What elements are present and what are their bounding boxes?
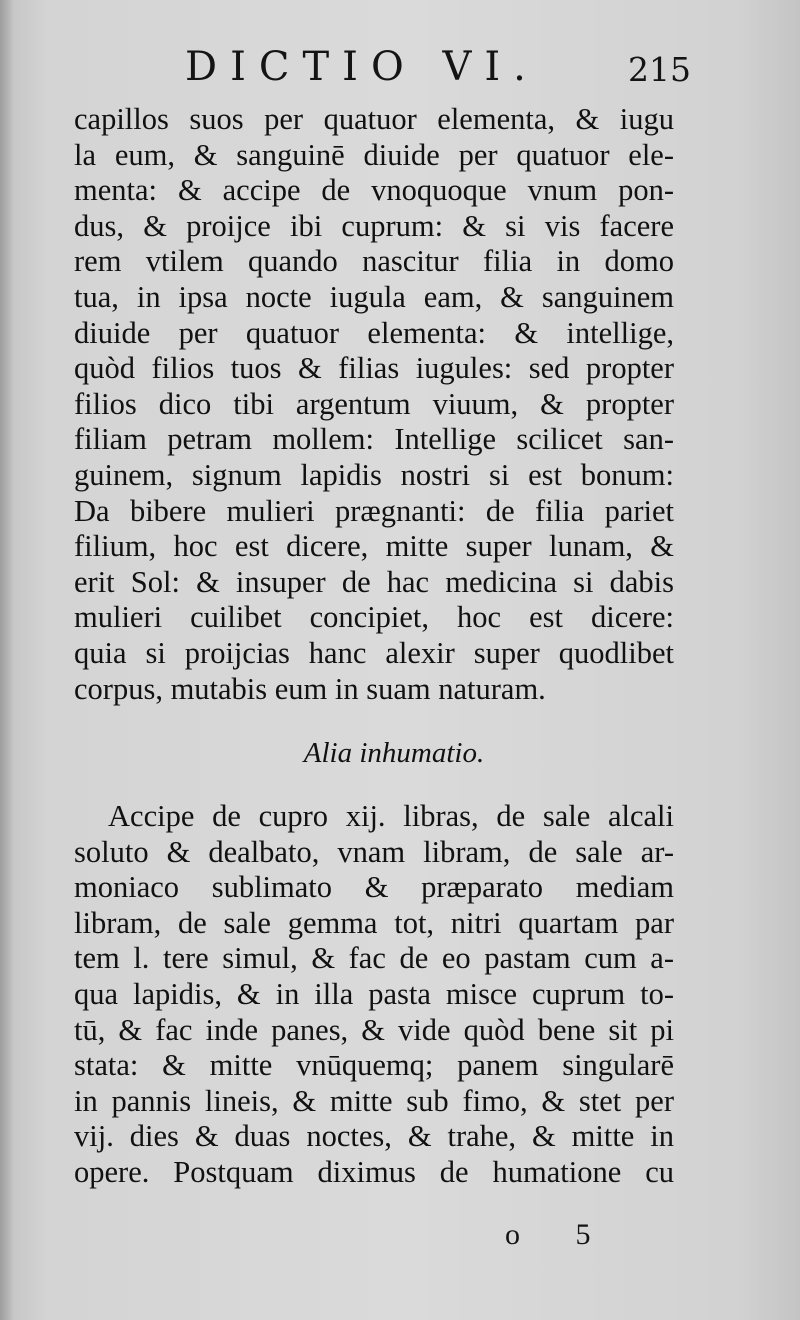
text-line: la eum, & sanguinē diuide per quatuor ele- [74, 137, 674, 172]
text-line: vij. dies & duas noctes, & trahe, & mitte in [74, 1119, 674, 1154]
text-line: quòd filios tuos & filias iugules: sed propter [74, 351, 674, 386]
text-line: corpus, mutabis eum in suam naturam. [74, 671, 546, 706]
text-line: menta: & accipe de vnoquoque vnum pon- [74, 173, 674, 208]
text-line: guinem, signum lapidis nostri si est bonum: [74, 457, 674, 492]
text-line: stata: & mitte vnūquemq; panem singularē [74, 1048, 674, 1083]
text-line: Da bibere mulieri prægnanti: de filia pariet [74, 493, 674, 528]
text-line: tū, & fac inde panes, & vide quòd bene sit pi [74, 1012, 674, 1047]
text-line: rem vtilem quando nascitur filia in domo [74, 244, 674, 279]
text-line: in pannis lineis, & mitte sub fimo, & stet per [74, 1083, 674, 1118]
text-line: quia si proijcias hanc alexir super quodlibet [74, 635, 674, 670]
signature-mark: o 5 [505, 1218, 615, 1251]
text-line: mulieri cuilibet concipiet, hoc est dicere: [74, 600, 674, 635]
page-number: 215 [628, 50, 691, 89]
text-line: soluto & dealbato, vnam libram, de sale ar- [74, 834, 674, 869]
text-line: erit Sol: & insuper de hac medicina si dabis [74, 564, 674, 599]
text-line: tem l. tere simul, & fac de eo pastam cum a- [74, 941, 674, 976]
text-line: opere. Postquam diximus de humatione cu [74, 1155, 674, 1190]
running-head [0, 44, 800, 104]
paragraph-2 [74, 799, 674, 1191]
section-heading: Alia inhumatio. [303, 737, 485, 770]
text-line: filiam petram mollem: Intellige scilicet san- [74, 422, 674, 457]
running-head-title: DICTIO VI. [185, 44, 539, 90]
text-line: libram, de sale gemma tot, nitri quartam par [74, 905, 674, 940]
page-spine-shadow [0, 0, 14, 1320]
text-line: filium, hoc est dicere, mitte super lunam, & [74, 529, 674, 564]
text-line: tua, in ipsa nocte iugula eam, & sanguinem [74, 279, 674, 314]
text-line: diuide per quatuor elementa: & intellige, [74, 315, 674, 350]
text-line: Accipe de cupro xij. libras, de sale alcali [108, 799, 674, 834]
text-line: moniaco sublimato & præparato mediam [74, 870, 674, 905]
text-line: capillos suos per quatuor elementa, & iugu [74, 102, 674, 136]
text-line: filios dico tibi argentum viuum, & propter [74, 386, 674, 421]
text-line: qua lapidis, & in illa pasta misce cuprum to- [74, 977, 674, 1012]
text-line: dus, & proijce ibi cuprum: & si vis facere [74, 208, 674, 243]
paragraph-1 [74, 102, 674, 707]
text-block [74, 102, 674, 1191]
